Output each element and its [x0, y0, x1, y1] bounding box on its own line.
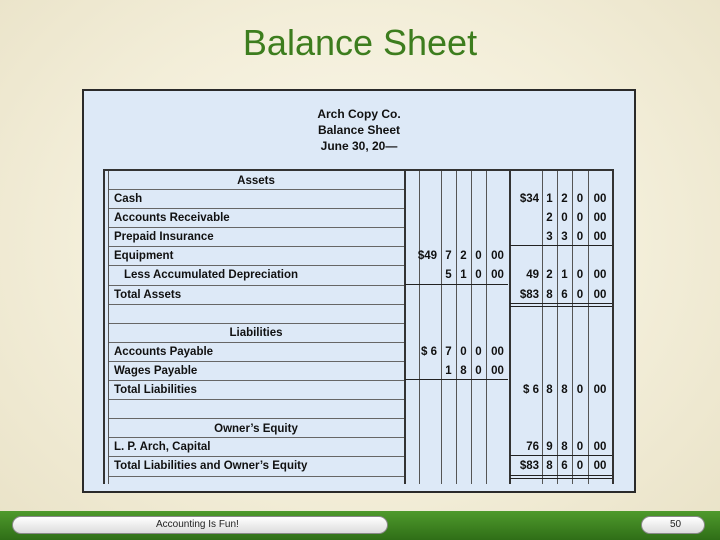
row-divider: [108, 342, 404, 343]
report-title: Balance Sheet: [317, 123, 401, 137]
left-amount-cell: 00: [491, 269, 504, 282]
row-divider: [108, 246, 404, 247]
right-amount-cell: 00: [593, 441, 607, 454]
total-rule: [510, 303, 613, 304]
left-amount-cell: 0: [475, 345, 482, 358]
line-item-label: Less Accumulated Depreciation: [124, 269, 299, 282]
right-amount-cell: $83: [519, 460, 539, 473]
column-divider: [471, 171, 472, 484]
right-amount-cell: 0: [576, 212, 584, 225]
right-amount-cell: 8: [561, 384, 568, 396]
balance-sheet-panel: [82, 89, 636, 493]
right-amount-cell: 00: [593, 193, 607, 205]
right-amount-cell: 0: [576, 269, 584, 282]
row-divider: [108, 399, 404, 400]
right-amount-cell: 2: [561, 193, 568, 205]
row-divider: [108, 476, 404, 477]
total-rule: [405, 379, 508, 380]
right-amount-cell: 0: [561, 212, 568, 225]
line-item-label: Total Assets: [114, 288, 182, 301]
left-amount-cell: 00: [491, 345, 504, 358]
right-amount-cell: $34: [519, 193, 539, 205]
row-divider: [108, 304, 404, 305]
right-amount-cell: 0: [576, 288, 584, 301]
right-amount-cell: 6: [561, 460, 568, 473]
liabilities-section-header: Liabilities: [229, 327, 283, 339]
right-amount-cell: 0: [576, 384, 584, 396]
left-amount-cell: 1: [460, 269, 467, 282]
right-amount-cell: 8: [546, 288, 553, 301]
left-amount-cell: 00: [491, 250, 504, 263]
total-rule: [405, 284, 508, 285]
right-amount-cell: 0: [576, 193, 584, 205]
assets-section-header: Assets: [237, 175, 275, 187]
line-item-label: Prepaid Insurance: [114, 231, 214, 244]
left-amount-cell: 2: [460, 250, 467, 263]
left-amount-cell: 0: [475, 269, 482, 282]
column-divider: [486, 171, 487, 484]
balance-sheet-table: [103, 169, 614, 484]
line-item-label: Cash: [114, 193, 143, 205]
right-amount-cell: 3: [561, 231, 568, 244]
right-amount-cell: 8: [546, 460, 553, 473]
left-amount-cell: $49: [417, 250, 437, 263]
line-item-label: Equipment: [114, 250, 174, 263]
row-divider: [108, 189, 404, 190]
left-amount-cell: 5: [445, 269, 452, 282]
column-divider: [404, 171, 406, 484]
left-amount-cell: 7: [445, 345, 452, 358]
right-amount-cell: 0: [576, 441, 584, 454]
column-divider: [419, 171, 420, 484]
right-amount-cell: 76: [526, 441, 539, 454]
column-divider: [441, 171, 442, 484]
left-amount-cell: 7: [445, 250, 452, 263]
right-amount-cell: 00: [593, 231, 607, 244]
footer-title-pill: [12, 516, 388, 534]
row-divider: [108, 227, 404, 228]
page-number: 50: [670, 519, 682, 530]
row-divider: [108, 361, 404, 362]
row-divider: [108, 323, 404, 324]
left-amount-cell: $ 6: [421, 345, 437, 358]
line-item-label: Wages Payable: [114, 364, 198, 377]
left-amount-cell: 1: [445, 364, 452, 377]
total-rule: [510, 455, 613, 456]
line-item-label: Accounts Payable: [114, 345, 214, 358]
page-number-pill: [641, 516, 705, 534]
right-amount-cell: 0: [576, 231, 584, 244]
total-rule: [510, 306, 613, 307]
line-item-label: L. P. Arch, Capital: [114, 441, 211, 454]
row-divider: [108, 418, 404, 419]
right-amount-cell: 2: [546, 269, 553, 282]
total-rule: [510, 475, 613, 476]
right-amount-cell: 8: [546, 384, 553, 396]
left-amount-cell: 0: [475, 250, 482, 263]
column-divider: [456, 171, 457, 484]
column-divider: [108, 171, 109, 484]
left-amount-cell: 0: [475, 364, 482, 377]
company-name: Arch Copy Co.: [317, 107, 401, 121]
right-amount-cell: 49: [526, 269, 539, 282]
right-amount-cell: $83: [519, 288, 539, 301]
row-divider: [108, 285, 404, 286]
right-amount-cell: 0: [576, 460, 584, 473]
left-amount-cell: 00: [491, 364, 504, 377]
report-date: June 30, 20—: [320, 139, 398, 153]
row-divider: [108, 265, 404, 266]
left-amount-cell: 0: [460, 345, 467, 358]
left-amount-cell: 8: [460, 364, 467, 377]
slide-title: Balance Sheet: [242, 22, 478, 63]
right-amount-cell: 1: [546, 193, 553, 205]
footer-text: Accounting Is Fun!: [156, 519, 239, 530]
right-amount-cell: 00: [593, 460, 607, 473]
equity-section-header: Owner’s Equity: [214, 423, 298, 435]
right-amount-cell: 00: [593, 212, 607, 225]
row-divider: [108, 437, 404, 438]
right-amount-cell: 00: [593, 288, 607, 301]
right-amount-cell: 8: [561, 441, 568, 454]
line-item-label: Total Liabilities: [114, 384, 197, 396]
row-divider: [108, 208, 404, 209]
right-amount-cell: 3: [546, 231, 553, 244]
right-amount-cell: 00: [593, 384, 607, 396]
column-divider: [509, 171, 511, 484]
line-item-label: Total Liabilities and Owner’s Equity: [114, 460, 308, 473]
total-rule: [510, 245, 613, 246]
row-divider: [108, 456, 404, 457]
right-amount-cell: 9: [546, 441, 553, 454]
row-divider: [108, 380, 404, 381]
right-amount-cell: 6: [561, 288, 568, 301]
line-item-label: Accounts Receivable: [114, 212, 230, 225]
total-rule: [510, 478, 613, 479]
right-amount-cell: 2: [546, 212, 553, 225]
right-amount-cell: $ 6: [523, 384, 539, 396]
right-amount-cell: 1: [561, 269, 568, 282]
right-amount-cell: 00: [593, 269, 607, 282]
